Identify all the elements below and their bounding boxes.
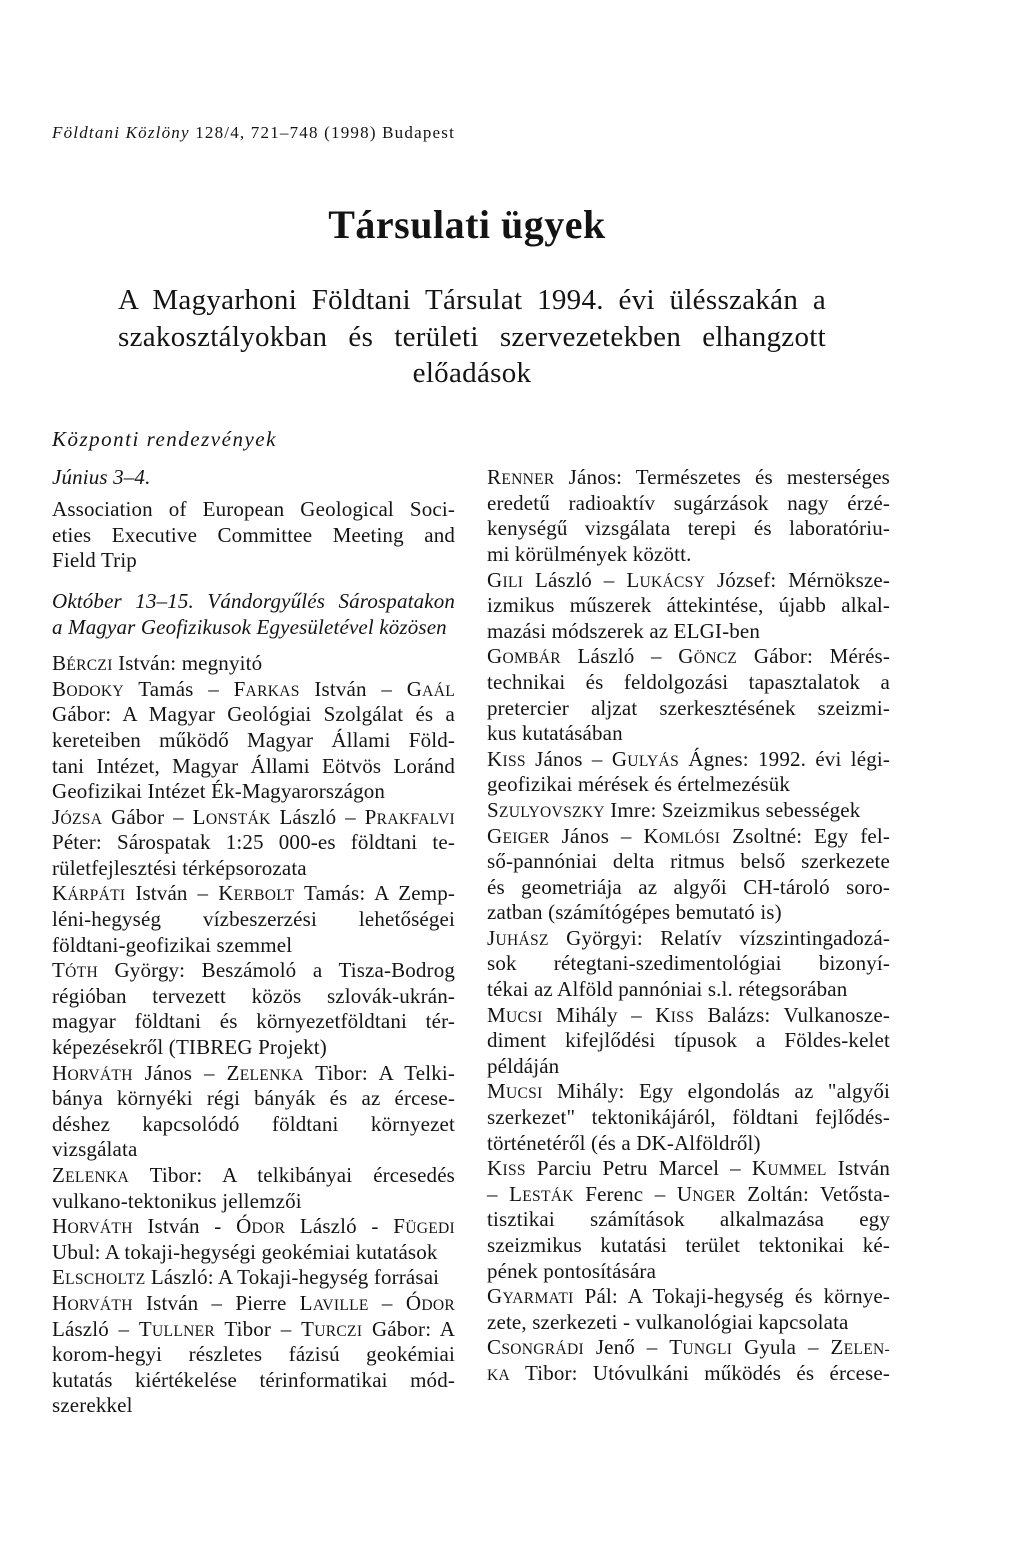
- text-line: [52, 1291, 455, 1317]
- text-line: [487, 1233, 890, 1259]
- line-text: Tamás: A Zemp-: [294, 881, 455, 906]
- line-text: magyar földtani és környezetföldtani tér-: [52, 1009, 455, 1034]
- lecture-entry: [487, 747, 890, 798]
- text-line: [487, 593, 890, 619]
- author-name: KOMLÓSI: [643, 823, 721, 848]
- text-line: [52, 497, 455, 523]
- author-name: HORVÁTH: [52, 1060, 133, 1085]
- author-name: TULLNER: [138, 1316, 216, 1341]
- line-text: Gyula –: [732, 1335, 831, 1360]
- author-name: GILI: [487, 567, 524, 592]
- line-text: László: A Tokaji-hegység forrásai: [145, 1265, 440, 1290]
- text-line: [487, 1156, 890, 1182]
- line-text: bánya környéki régi bányák és az ércese-: [52, 1086, 455, 1111]
- line-text: Field Trip: [52, 548, 137, 573]
- author-name: LESTÁK: [509, 1181, 574, 1206]
- text-line: [487, 465, 890, 491]
- line-text: Gábor: A Magyar Geológiai Szolgálat és a: [52, 702, 455, 727]
- line-text: zete, szerkezeti - vulkanológiai kapcsolata: [487, 1309, 849, 1334]
- line-text: Gábor: Mérés-: [737, 644, 890, 669]
- lecture-entry: [52, 881, 455, 958]
- line-text: János –: [549, 823, 644, 848]
- author-name: GULYÁS: [611, 746, 680, 771]
- author-name: TUNGLI: [669, 1335, 733, 1360]
- line-text: déshez kapcsolódó földtani környezet: [52, 1111, 455, 1136]
- line-text: Ágnes: 1992. évi légi-: [679, 746, 890, 771]
- lecture-entry: [487, 1335, 890, 1386]
- line-text: rületfejlesztési térképsorozata: [52, 855, 307, 880]
- text-line: [52, 805, 455, 831]
- line-text: pretercier aljzat szerkesztésének szeizmi-: [487, 695, 890, 720]
- text-line: [52, 958, 455, 984]
- line-text: Ubul: A tokaji-hegységi geokémiai kutatások: [52, 1239, 438, 1264]
- author-name: UNGER: [676, 1181, 736, 1206]
- line-text: vulkano-tektonikus jellemzői: [52, 1188, 302, 1213]
- lecture-entry: [52, 1163, 455, 1214]
- text-line: [52, 907, 455, 933]
- line-text: Tibor: Utóvulkáni működés és ércese-: [510, 1360, 890, 1385]
- author-name: HORVÁTH: [52, 1214, 133, 1239]
- line-text: tani Intézet, Magyar Állami Eötvös Loránd: [52, 753, 455, 778]
- line-text: Tibor: A Telki-: [303, 1060, 455, 1085]
- author-name: KISS: [487, 746, 526, 771]
- text-line: [487, 721, 890, 747]
- author-name: MUCSI: [487, 1079, 543, 1104]
- line-text: tisztikai számítások alkalmazása egy: [487, 1207, 890, 1232]
- event-heading: [52, 465, 455, 491]
- text-line: [52, 1163, 455, 1189]
- author-name: LAVILLE: [299, 1290, 369, 1315]
- author-name: JUHÁSZ: [487, 925, 549, 950]
- line-text: ső-pannóniai delta ritmus belső szerkezete: [487, 849, 890, 874]
- line-text: László –: [270, 804, 365, 829]
- line-text: –: [487, 1181, 510, 1206]
- lecture-entry: [487, 644, 890, 746]
- journal-name: Földtani Közlöny: [52, 123, 190, 142]
- lecture-entry: [487, 1003, 890, 1080]
- text-line: [52, 1214, 455, 1240]
- author-name: BÉRCZI: [52, 651, 113, 676]
- text-line: [52, 1112, 455, 1138]
- running-head: [52, 123, 455, 143]
- text-line: [52, 465, 455, 491]
- line-text: Központi rendezvények: [52, 427, 277, 451]
- line-text: kus kutatásában: [487, 721, 623, 746]
- line-text: történetéről (és a DK-Alföldről): [487, 1130, 761, 1155]
- lecture-entry: [52, 497, 455, 574]
- text-line: [52, 830, 455, 856]
- line-text: Tibor: A telkibányai ércesedés: [129, 1163, 455, 1187]
- author-name: KUMMEL: [751, 1156, 827, 1181]
- author-name: LONSTÁK: [192, 804, 271, 829]
- subtitle-line: előadások: [412, 357, 532, 389]
- text-line: [487, 824, 890, 850]
- text-line: [487, 875, 890, 901]
- lecture-entry: [487, 465, 890, 567]
- author-name: FÜGEDI: [393, 1214, 455, 1239]
- text-line: [52, 779, 455, 805]
- text-line: [487, 1003, 890, 1029]
- line-text: István: [826, 1156, 890, 1181]
- author-name: KISS: [487, 1156, 526, 1181]
- line-text: Péter: Sárospatak 1:25 000-es földtani te-: [52, 830, 455, 855]
- lecture-entry: [487, 568, 890, 645]
- line-text: tékai az Alföld pannóniai s.l. rétegsorában: [487, 977, 848, 1002]
- text-line: [52, 1368, 455, 1394]
- author-name: TÓTH: [52, 958, 98, 983]
- line-text: János –: [132, 1060, 227, 1085]
- line-text: Mihály –: [542, 1002, 656, 1027]
- text-line: [52, 1189, 455, 1215]
- text-line: [52, 702, 455, 728]
- text-line: [487, 1028, 890, 1054]
- line-text: Geofizikai Intézet Ék-Magyarországon: [52, 779, 386, 804]
- page-title: Társulati ügyek: [328, 202, 606, 247]
- line-text: földtani-geofizikai szemmel: [52, 932, 293, 957]
- line-text: Association of European Geological Soci-: [52, 496, 455, 521]
- line-text: Június 3–4.: [52, 464, 151, 489]
- author-name: SZULYOVSZKY: [487, 797, 605, 822]
- lecture-entry: [52, 1061, 455, 1163]
- line-text: Október 13–15. Vándorgyűlés Sárospatakon: [52, 588, 455, 613]
- text-line: [52, 427, 455, 453]
- text-line: [487, 849, 890, 875]
- line-text: Gábor: A: [362, 1316, 456, 1341]
- event-heading: [52, 589, 455, 640]
- text-line: [52, 1137, 455, 1163]
- line-text: eredetű radioaktív sugárzások nagy érzé-: [487, 490, 890, 515]
- line-text: László –: [52, 1316, 139, 1341]
- author-name: KÁRPÁTI: [52, 881, 126, 906]
- text-line: [52, 589, 455, 615]
- author-name: JÓZSA: [52, 804, 103, 829]
- line-text: István: megnyitó: [112, 651, 263, 676]
- line-text: geofizikai mérések és értelmezésük: [487, 772, 791, 797]
- lecture-entry: [487, 926, 890, 1003]
- lecture-entry: [52, 958, 455, 1060]
- text-line: [487, 619, 890, 645]
- text-line: [487, 1054, 890, 1080]
- line-text: Zsoltné: Egy fel-: [720, 823, 890, 848]
- lecture-entry: [52, 1214, 455, 1265]
- author-name: ÓDOR: [236, 1214, 286, 1239]
- author-name: GÖNCZ: [678, 644, 738, 669]
- text-line: [52, 881, 455, 907]
- line-text: korom-hegyi részletes fázisú geokémiai: [52, 1342, 455, 1367]
- text-line: [487, 516, 890, 542]
- line-text: léni-hegység vízbeszerzési lehetőségei: [52, 907, 455, 932]
- text-line: [52, 677, 455, 703]
- author-name: ZELENKA: [52, 1163, 130, 1187]
- lecture-entry: [487, 1284, 890, 1335]
- line-text: László -: [285, 1214, 394, 1239]
- line-text: Imre: Szeizmikus sebességek: [604, 797, 861, 822]
- line-text: szerekkel: [52, 1393, 133, 1418]
- line-text: mi körülmények között.: [487, 541, 692, 566]
- subtitle-line: A Magyarhoni Földtani Társulat 1994. évi ülésszakán a: [118, 284, 826, 316]
- text-line: [52, 1086, 455, 1112]
- line-text: Tamás –: [123, 676, 234, 701]
- line-text: vizsgálata: [52, 1137, 138, 1162]
- text-line: [487, 491, 890, 517]
- text-line: [52, 1061, 455, 1087]
- line-text: szerkezet" tektonikájáról, földtani fejlődés-: [487, 1105, 890, 1130]
- text-line: [52, 1240, 455, 1266]
- line-text: Tibor –: [215, 1316, 302, 1341]
- right-column: [487, 465, 890, 1386]
- author-name: ZELEN-: [830, 1335, 890, 1360]
- text-line: [487, 747, 890, 773]
- author-name: GEIGER: [487, 823, 550, 848]
- text-line: [487, 1361, 890, 1387]
- line-text: István – Pierre: [132, 1290, 300, 1315]
- text-line: [52, 1317, 455, 1343]
- text-line: [52, 933, 455, 959]
- author-name: BODOKY: [52, 676, 124, 701]
- line-text: Gábor –: [102, 804, 193, 829]
- lecture-entry: [52, 805, 455, 882]
- text-line: [52, 548, 455, 574]
- text-line: [487, 951, 890, 977]
- text-line: [487, 696, 890, 722]
- text-line: [487, 1131, 890, 1157]
- line-text: János –: [525, 746, 612, 771]
- author-name: MUCSI: [487, 1002, 543, 1027]
- author-name: RENNER: [487, 465, 555, 490]
- line-text: Parciu Petru Marcel –: [525, 1156, 752, 1181]
- author-name: ÓDOR: [405, 1290, 456, 1315]
- text-line: [487, 1335, 890, 1361]
- lecture-entry: [52, 651, 455, 677]
- author-name: ELSCHOLTZ: [52, 1265, 146, 1290]
- text-line: [52, 1393, 455, 1419]
- text-line: [52, 1009, 455, 1035]
- line-text: kenységű vizsgálata terepi és laboratóriu-: [487, 516, 890, 541]
- left-column: [52, 427, 455, 1419]
- line-text: zatban (számítógépes bemutató is): [487, 900, 782, 925]
- line-text: Zoltán: Vetősta-: [735, 1181, 891, 1206]
- line-text: Györgyi: Relatív vízszintingadozá-: [548, 925, 890, 950]
- line-text: régióban tervezett közös szlovák-ukrán-: [52, 983, 455, 1008]
- text-line: [52, 856, 455, 882]
- author-name: ZELENKA: [226, 1060, 304, 1085]
- line-text: képezésekről (TIBREG Projekt): [52, 1035, 327, 1060]
- text-line: [487, 900, 890, 926]
- line-text: Mihály: Egy elgondolás az "algyői: [542, 1079, 890, 1104]
- text-line: [487, 542, 890, 568]
- author-name: GAÁL: [406, 676, 455, 701]
- line-text: a Magyar Geofizikusok Egyesületével közösen: [52, 614, 447, 639]
- line-text: Jenő –: [583, 1335, 670, 1360]
- author-name: HORVÁTH: [52, 1290, 133, 1315]
- text-line: [52, 1265, 455, 1291]
- text-line: [487, 1284, 890, 1310]
- lecture-entry: [487, 798, 890, 824]
- author-name: KISS: [655, 1002, 695, 1027]
- text-line: [52, 728, 455, 754]
- text-line: [52, 1342, 455, 1368]
- line-text: István –: [125, 881, 219, 906]
- line-text: István -: [132, 1214, 237, 1239]
- author-name: FARKAS: [233, 676, 300, 701]
- author-name: CSONGRÁDI: [487, 1335, 584, 1360]
- text-line: [487, 644, 890, 670]
- text-line: [487, 1182, 890, 1208]
- line-text: pének pontosítására: [487, 1258, 657, 1283]
- line-text: példáján: [487, 1053, 560, 1078]
- text-line: [487, 926, 890, 952]
- lecture-entry: [52, 1291, 455, 1419]
- line-text: László –: [560, 644, 679, 669]
- lecture-entry: [487, 1156, 890, 1284]
- text-line: [487, 1259, 890, 1285]
- text-line: [52, 651, 455, 677]
- text-line: [487, 1207, 890, 1233]
- lecture-entry: [52, 677, 455, 805]
- text-line: [487, 670, 890, 696]
- text-line: [52, 1035, 455, 1061]
- text-line: [487, 772, 890, 798]
- text-line: [52, 615, 455, 641]
- author-name: GOMBÁR: [487, 644, 561, 669]
- text-line: [487, 977, 890, 1003]
- line-text: izmikus műszerek áttekintése, újabb alkal-: [487, 593, 890, 618]
- journal-citation: 128/4, 721–748 (1998) Budapest: [195, 123, 456, 142]
- author-name: KERBOLT: [218, 881, 295, 906]
- lecture-entry: [52, 1265, 455, 1291]
- text-line: [52, 523, 455, 549]
- line-text: György: Beszámoló a Tisza-Bodrog: [97, 958, 455, 983]
- text-line: [52, 754, 455, 780]
- text-line: [487, 1079, 890, 1105]
- line-text: diment kifejlődési típusok a Földes-kelet: [487, 1028, 890, 1053]
- text-line: [487, 1310, 890, 1336]
- section-heading: [52, 427, 455, 453]
- page-subtitle: [118, 282, 826, 392]
- line-text: László –: [523, 567, 627, 592]
- line-text: eties Executive Committee Meeting and: [52, 522, 455, 547]
- lecture-entry: [487, 824, 890, 926]
- author-name: TURCZI: [301, 1316, 363, 1341]
- line-text: János: Természetes és mesterséges: [554, 465, 890, 490]
- text-line: [487, 798, 890, 824]
- line-text: kereteiben működő Magyar Állami Föld-: [52, 727, 455, 752]
- line-text: –: [368, 1290, 406, 1315]
- author-name: PRAKFALVI: [364, 804, 455, 829]
- line-text: mazási módszerek az ELGI-ben: [487, 618, 760, 643]
- line-text: technikai és feldolgozási tapasztalatok a: [487, 669, 890, 694]
- author-name: GYARMATI: [487, 1284, 574, 1309]
- author-name: KA: [487, 1366, 511, 1384]
- line-text: István –: [299, 676, 407, 701]
- author-name: LUKÁCSY: [626, 567, 706, 592]
- text-line: [487, 1105, 890, 1131]
- text-line: [52, 984, 455, 1010]
- line-text: Ferenc –: [573, 1181, 677, 1206]
- line-text: kutatás kiértékelése térinformatikai mód-: [52, 1367, 455, 1392]
- line-text: és geometriája az algyői CH-tároló soro-: [487, 874, 890, 899]
- line-text: József: Mérnöksze-: [705, 567, 890, 592]
- line-text: szeizmikus kutatási terület tektonikai ké-: [487, 1233, 890, 1257]
- line-text: Pál: A Tokaji-hegység és környe-: [573, 1284, 890, 1309]
- lecture-entry: [487, 1079, 890, 1156]
- text-line: [487, 568, 890, 594]
- line-text: sok rétegtani-szedimentológiai bizonyí-: [487, 951, 890, 976]
- line-text: Balázs: Vulkanosze-: [694, 1002, 890, 1027]
- subtitle-line: szakosztályokban és területi szervezetekben elhangzott: [118, 320, 826, 353]
